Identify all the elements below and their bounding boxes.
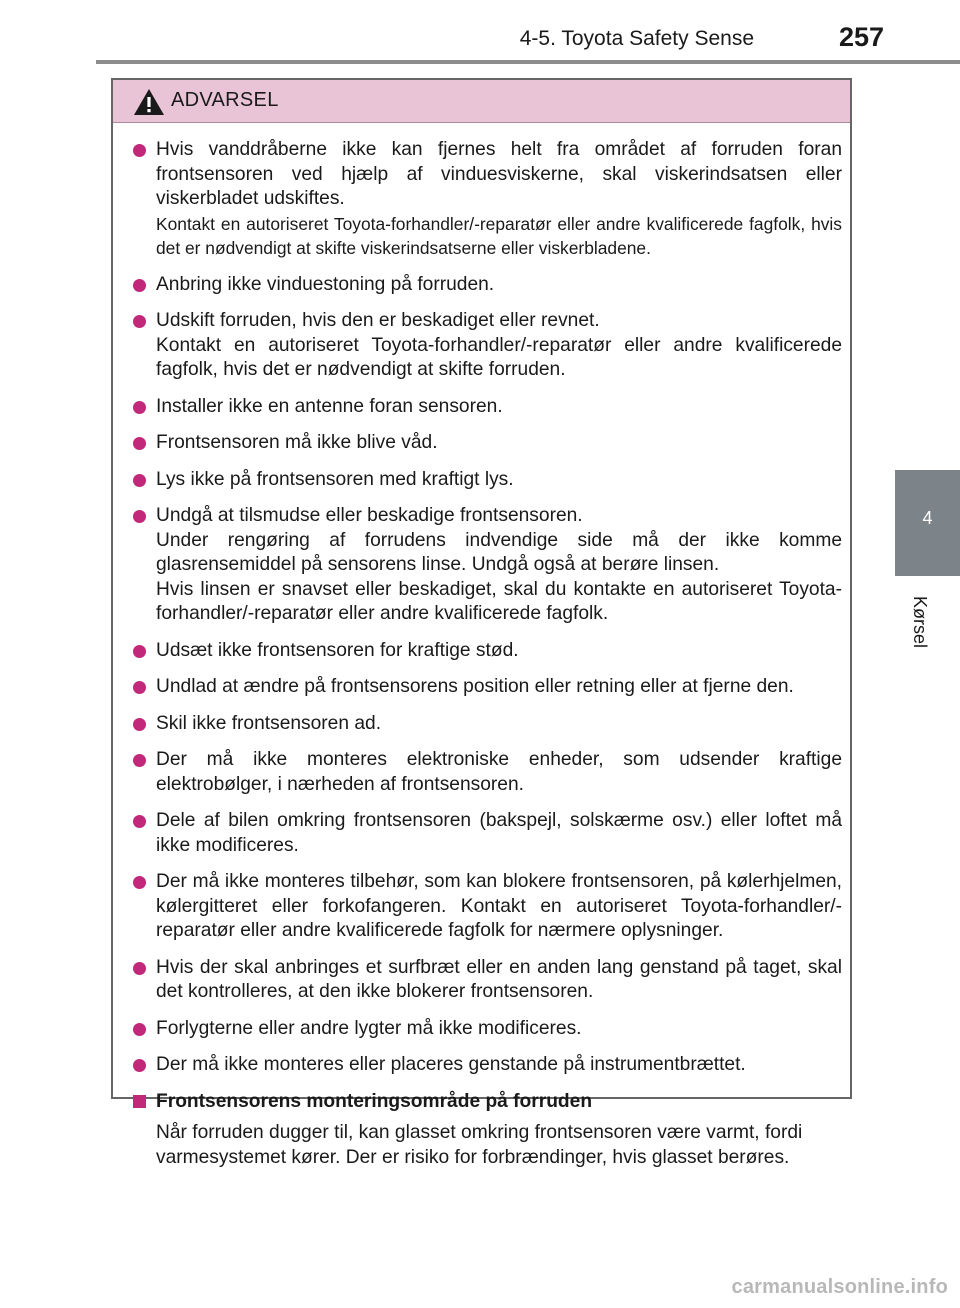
list-item: [133, 956, 842, 1005]
item-text: Der må ikke monteres eller placeres genstande på instrumentbrættet.: [156, 1054, 746, 1075]
header-rule: [96, 60, 960, 64]
item-text: Der må ikke monteres elektroniske enheder, som udsender kraftige elektrobølger, i nærheden af frontsensoren.: [156, 749, 842, 795]
page-header: [0, 0, 960, 70]
item-text: Udskift forruden, hvis den er beskadiget eller revnet.: [156, 310, 600, 331]
item-text: Installer ikke en antenne foran sensoren.: [156, 395, 503, 417]
item-text: Forlygterne eller andre lygter må ikke modificeres.: [156, 1017, 582, 1039]
chapter-number: 4: [922, 508, 933, 528]
list-item: [133, 273, 842, 298]
warning-title: ADVARSEL: [171, 89, 279, 111]
section-body: Når forruden dugger til, kan glasset omkring frontsensoren være varmt, fordi varmesystemet kører. Der er risiko for forbrændinger, hvis glasset berøres.: [156, 1122, 803, 1168]
chapter-label: [896, 596, 956, 656]
list-item: [133, 138, 842, 261]
warning-box: [111, 78, 852, 1168]
list-item: [133, 431, 842, 456]
bullet-icon: [133, 401, 146, 414]
list-item: [133, 504, 842, 627]
list-item: [133, 1053, 842, 1078]
bullet-icon: [133, 144, 146, 157]
bullet-icon: [133, 510, 146, 523]
list-item: [133, 748, 842, 797]
list-item: [133, 712, 842, 737]
list-item: [133, 639, 842, 664]
bullet-icon: [133, 1023, 146, 1036]
item-text: Udsæt ikke frontsensoren for kraftige stød.: [156, 639, 519, 661]
item-text: Kontakt en autoriseret Toyota-forhandler/-reparatør eller andre kvalificerede fagfolk, hvis det er nødvendigt at skifte forruden.: [156, 334, 842, 380]
section-heading-text: Frontsensorens monteringsområde på forruden: [156, 1090, 593, 1112]
bullet-icon: [133, 754, 146, 767]
item-text: Frontsensoren må ikke blive våd.: [156, 432, 438, 453]
bullet-icon: [133, 474, 146, 487]
item-text: Kontakt en autoriseret Toyota-forhandler/-reparatør eller andre kvalificerede fagfolk, hvis det er nødvendigt at skifte viskerindsatserne eller viskerbladene.: [156, 213, 842, 258]
warning-triangle-icon: [133, 88, 165, 116]
item-text: Hvis der skal anbringes et surfbræt eller en anden lang genstand på taget, skal det kontrolleres, at den ikke blokerer frontsensoren.: [156, 956, 842, 1002]
warning-header: [113, 80, 850, 123]
item-text: Hvis linsen er snavset eller beskadiget, skal du kontakte en autoriseret Toyota-forhandler/-reparatør eller andre kvalificerede fagfolk.: [156, 578, 842, 624]
item-text: Anbring ikke vinduestoning på forruden.: [156, 273, 495, 295]
list-item: [133, 809, 842, 858]
bullet-icon: [133, 1059, 146, 1072]
item-text: Dele af bilen omkring frontsensoren (bakspejl, solskærme osv.) eller loftet må ikke modificeres.: [156, 810, 842, 856]
bullet-icon: [133, 437, 146, 450]
bullet-icon: [133, 681, 146, 694]
bullet-icon: [133, 718, 146, 731]
item-text: Undlad at ændre på frontsensorens position eller retning eller at fjerne den.: [156, 676, 794, 697]
item-text: Undgå at tilsmudse eller beskadige frontsensoren.: [156, 505, 583, 526]
bullet-icon: [133, 815, 146, 828]
bullet-icon: [133, 962, 146, 975]
bullet-icon: [133, 279, 146, 292]
list-item: [133, 870, 842, 944]
chapter-tab: [895, 470, 960, 576]
list-item: [133, 1017, 842, 1042]
item-text: Der må ikke monteres tilbehør, som kan blokere frontsensoren, på kølerhjelmen, kølergitteret eller forkofangeren. Kontakt en autoriseret Toyota-forhandler/-reparatør eller andre kvalificerede fagfolk for nærmere oplysninger.: [156, 871, 842, 941]
watermark: carmanualsonline.info: [731, 1276, 948, 1298]
bullet-icon: [133, 645, 146, 658]
list-item: [133, 309, 842, 383]
chapter-label-text: Kørsel: [910, 596, 930, 649]
square-bullet-icon: [133, 1095, 146, 1108]
section-title: 4-5. Toyota Safety Sense: [519, 27, 754, 50]
bullet-icon: [133, 876, 146, 889]
item-text: Lys ikke på frontsensoren med kraftigt lys.: [156, 468, 514, 490]
list-item: [133, 675, 842, 700]
list-item: [133, 468, 842, 493]
page-number: 257: [838, 22, 884, 52]
item-text: Skil ikke frontsensoren ad.: [156, 712, 382, 734]
section-heading: [133, 1090, 842, 1115]
item-text: Hvis vanddråberne ikke kan fjernes helt fra området af forruden foran frontsensoren ved hjælp af vinduesviskerne, skal viskerindsatsen eller viskerbladet udskiftes.: [156, 139, 842, 209]
item-text: Under rengøring af forrudens indvendige side må der ikke komme glasrensemiddel på sensorens linse. Undgå også at berøre linsen.: [156, 529, 842, 575]
bullet-icon: [133, 315, 146, 328]
list-item: [133, 395, 842, 420]
warning-list: [113, 138, 850, 1170]
